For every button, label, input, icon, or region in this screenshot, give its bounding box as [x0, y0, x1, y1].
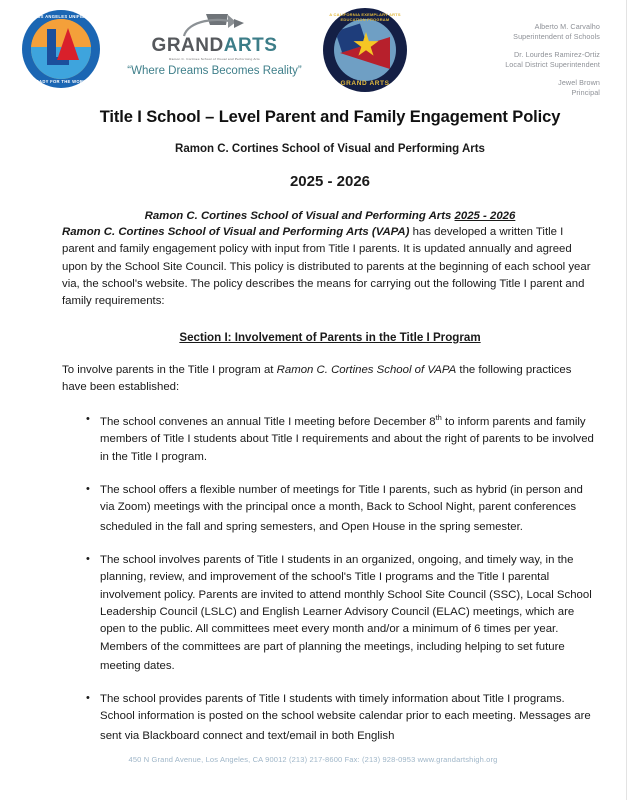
list-item — [86, 412, 598, 466]
section-i-heading: Section I: Involvement of Parents in the Title I Program — [179, 330, 481, 344]
lausd-seal-inner — [31, 19, 91, 79]
lausd-letter-a — [57, 28, 79, 60]
lead-school-name: Ramon C. Cortines School of VAPA — [276, 363, 457, 376]
official-superintendent — [407, 22, 600, 43]
section-i-practices-list — [62, 412, 598, 744]
letterhead — [0, 0, 626, 100]
opening-school-name: Ramon C. Cortines School of Visual and Performing Arts (VAPA) — [62, 226, 410, 238]
lausd-seal-top-text: LOS ANGELES UNIFIED — [34, 14, 88, 19]
official-name: Alberto M. Carvalho — [534, 22, 600, 31]
page-footer: 450 N Grand Avenue, Los Angeles, CA 90012 (213) 217-8600 Fax: (213) 928-0953 www.grandartshigh.org — [128, 755, 498, 764]
official-title: Local District Superintendent — [505, 60, 600, 70]
intro-school-name: Ramon C. Cortines School of Visual and Performing Arts — [144, 210, 452, 222]
lausd-seal-logo — [22, 10, 100, 88]
document-school-year: 2025 - 2026 — [289, 173, 371, 190]
list-item — [86, 482, 598, 536]
section-i-lead-paragraph — [62, 362, 598, 397]
document-body — [0, 108, 626, 745]
lausd-seal-bottom-text: READY FOR THE WORLD — [32, 79, 90, 84]
lead-text-before: To involve parents in the Title I program at — [62, 363, 277, 376]
exemplary-seal-bottom-text: GRAND ARTS — [340, 80, 390, 87]
list-item — [86, 691, 598, 745]
bullet-text-before: The school offers a flexible number of meetings for Title I parents, such as hybrid (in person and via Zoom) meetings with the principal once a month, Back to School Night, parent conferences scheduled in the fall and spring semesters, and Open House in the spring semester. — [100, 484, 583, 533]
grand-arts-subtitle: Ramon C. Cortines School of Visual and Performing Arts — [169, 57, 260, 61]
bullet-text-before: The school convenes an annual Title I meeting before December 8 — [100, 416, 436, 429]
intro-year: 2025 - 2026 — [454, 210, 516, 222]
official-title: Superintendent of Schools — [513, 32, 600, 42]
document-title: Title I School – Level Parent and Family Engagement Policy — [99, 108, 561, 126]
official-title: Principal — [571, 88, 600, 98]
document-subtitle: Ramon C. Cortines School of Visual and Performing Arts — [175, 143, 485, 155]
officials-block — [407, 8, 616, 99]
grand-arts-tagline: “Where Dreams Becomes Reality” — [127, 65, 302, 77]
exemplary-arts-seal-logo — [323, 8, 407, 92]
official-name: Dr. Lourdes Ramirez-Ortiz — [514, 49, 600, 59]
official-principal — [407, 78, 600, 99]
lead-text-after: the following practices have been established: — [62, 363, 572, 393]
official-name: Jewel Brown — [558, 77, 600, 87]
list-item — [86, 552, 598, 675]
bullet-text-after: to inform parents and family members of Title I students about Title I requirements and about the right of parents to be involved in the Title I program. — [100, 416, 594, 463]
grand-arts-wordmark — [122, 36, 307, 55]
bullet-text-before: The school involves parents of Title I students in an organized, ongoing, and timely way, in the planning, review, and improvement of the school's Title I programs and the Title I parental involvement policy. Parents are invited to attend monthly School Site Council (SSC), Local School Leadership Council (LSLC) and English Learner Advisory Council (ELAC) meetings, which are open to the public. All committees meet every month and/or a minimum of 6 times per year. Members of the committees are part of planning the meetings, including helping to set future meeting dates. — [100, 553, 592, 672]
grand-arts-word-arts: ARTS — [223, 35, 278, 56]
grand-arts-logo — [122, 12, 307, 77]
official-local-district-superintendent — [407, 50, 600, 71]
intro-school-year-line — [62, 210, 598, 222]
opening-paragraph-text: has developed a written Title I parent and family engagement policy with input from Title I parents. It is updated annually and agreed upon by the School Site Council. This policy is distributed to parents at the beginning of each school year via, the school's website. The policy describes the means for carrying out the following Title I parent and family requirements: — [62, 226, 591, 308]
exemplary-seal-ring-text: A CALIFORNIA EXEMPLARY ARTS EDUCATION PROGRAM — [329, 12, 401, 22]
grand-arts-word-grand: GRAND — [151, 35, 224, 56]
exemplary-seal-inner — [334, 19, 396, 81]
bullet-text-before: The school provides parents of Title I students with timely information about Title I programs. School information is posted on the school website calendar prior to each meeting. Messages are sent via Blackboard connect and text/email in both English — [100, 692, 591, 742]
bullet-superscript: th — [435, 413, 442, 423]
grand-arts-swoosh-icon — [122, 12, 307, 38]
opening-paragraph — [62, 224, 598, 311]
